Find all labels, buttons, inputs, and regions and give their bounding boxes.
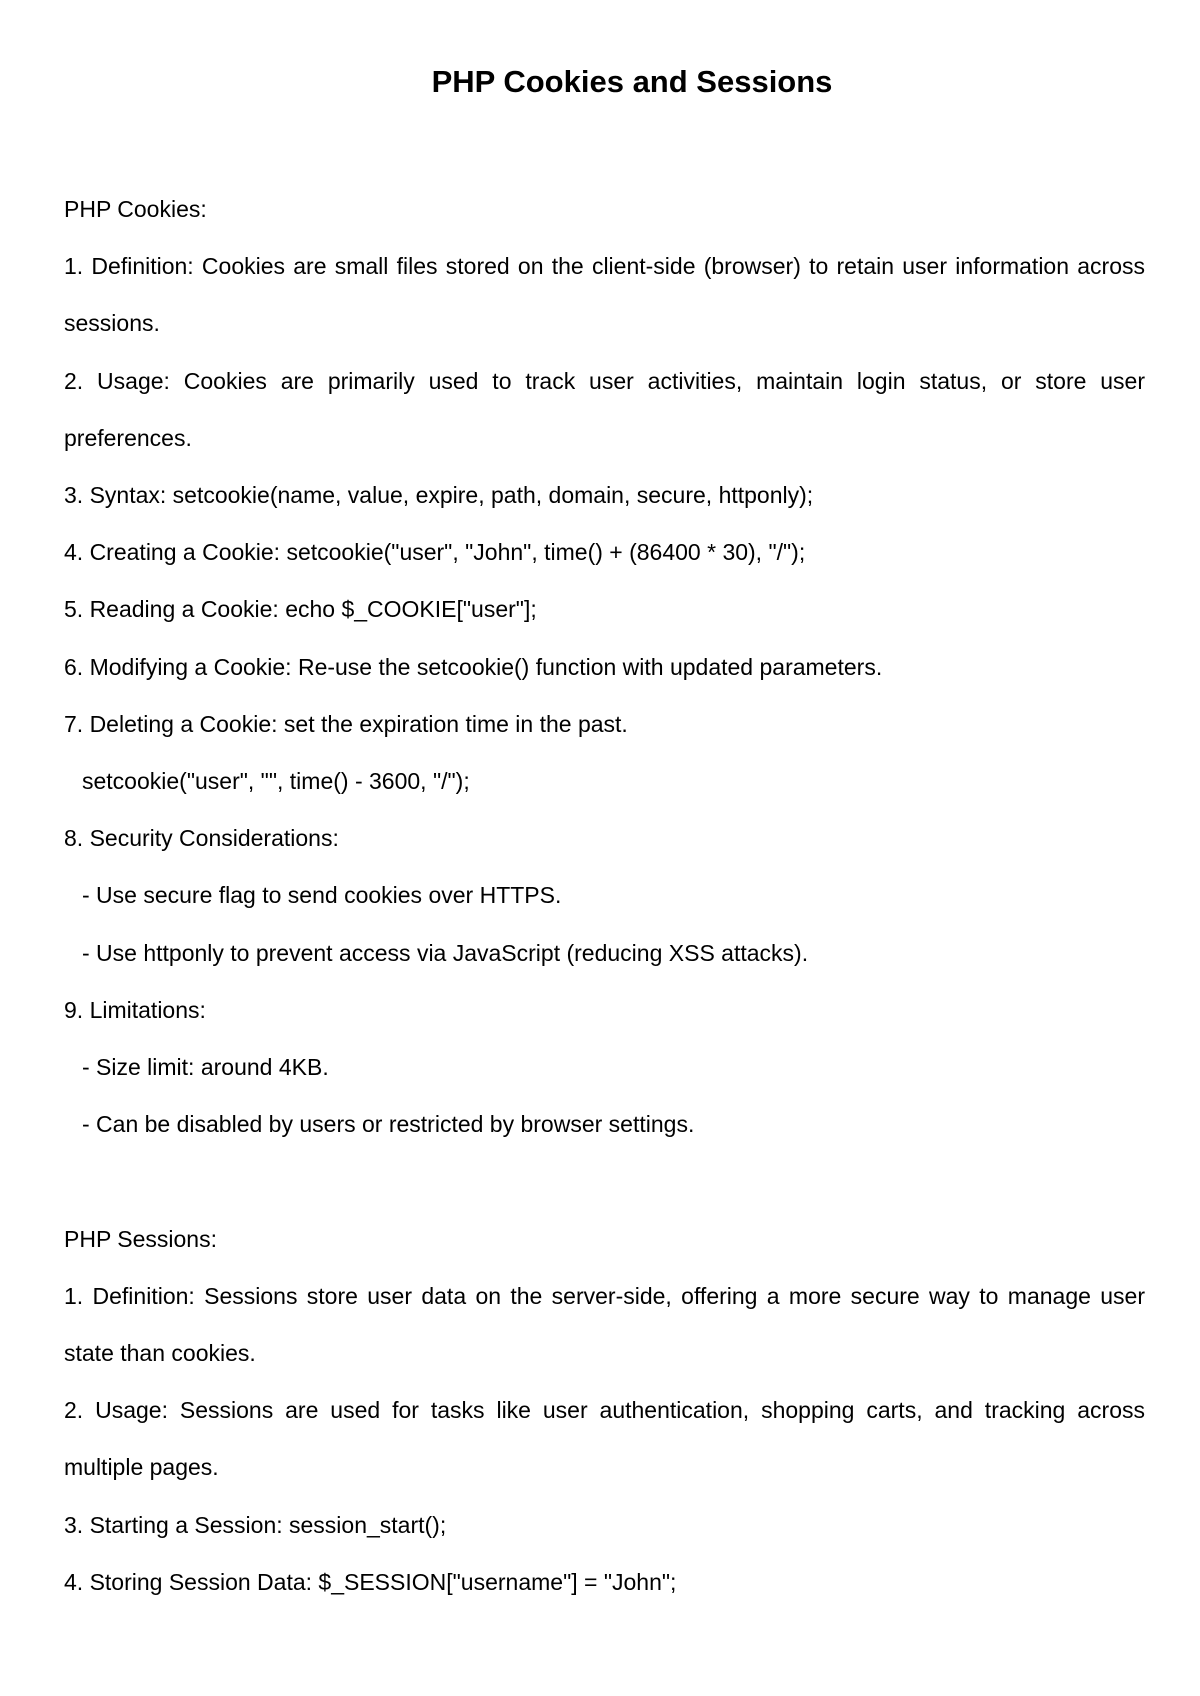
cookies-item-modifying: 6. Modifying a Cookie: Re-use the setcookie() function with updated parameters. [64,653,883,680]
cookies-item-creating: 4. Creating a Cookie: setcookie("user", "John", time() + (86400 * 30), "/"); [64,539,806,566]
cookies-item-limitations: 9. Limitations: [64,996,206,1023]
cookies-security-point: - Use secure flag to send cookies over HTTPS. [82,882,562,909]
cookies-item-deleting-code: setcookie("user", "", time() - 3600, "/"); [82,768,470,795]
sessions-item-definition: 1. Definition: Sessions store user data on the server-side, offering a more secure way to manage user state than cookies. [64,1282,1145,1367]
cookies-limitation-point: - Size limit: around 4KB. [82,1054,329,1081]
cookies-item-syntax: 3. Syntax: setcookie(name, value, expire, path, domain, secure, httponly); [64,482,814,509]
document-body [64,181,1145,1611]
cookies-item-reading: 5. Reading a Cookie: echo $_COOKIE["user"]; [64,596,537,623]
cookies-item-security: 8. Security Considerations: [64,825,339,852]
sessions-heading: PHP Sessions: [64,1225,217,1252]
cookies-item-deleting: 7. Deleting a Cookie: set the expiration time in the past. [64,710,628,737]
section-spacer [64,1153,1145,1210]
cookies-heading: PHP Cookies: [64,196,207,222]
cookies-item-definition: 1. Definition: Cookies are small files stored on the client-side (browser) to retain user information across sessions. [64,253,1145,337]
sessions-item-storing: 4. Storing Session Data: $_SESSION["username"] = "John"; [64,1568,677,1595]
cookies-security-point: - Use httponly to prevent access via JavaScript (reducing XSS attacks). [82,939,809,966]
cookies-item-usage: 2. Usage: Cookies are primarily used to track user activities, maintain login status, or store user preferences. [64,367,1145,451]
sessions-item-usage: 2. Usage: Sessions are used for tasks like user authentication, shopping carts, and tracking across multiple pages. [64,1397,1145,1481]
page-title: PHP Cookies and Sessions [431,64,833,99]
cookies-limitation-point: - Can be disabled by users or restricted by browser settings. [82,1111,695,1138]
sessions-item-starting: 3. Starting a Session: session_start(); [64,1511,447,1538]
